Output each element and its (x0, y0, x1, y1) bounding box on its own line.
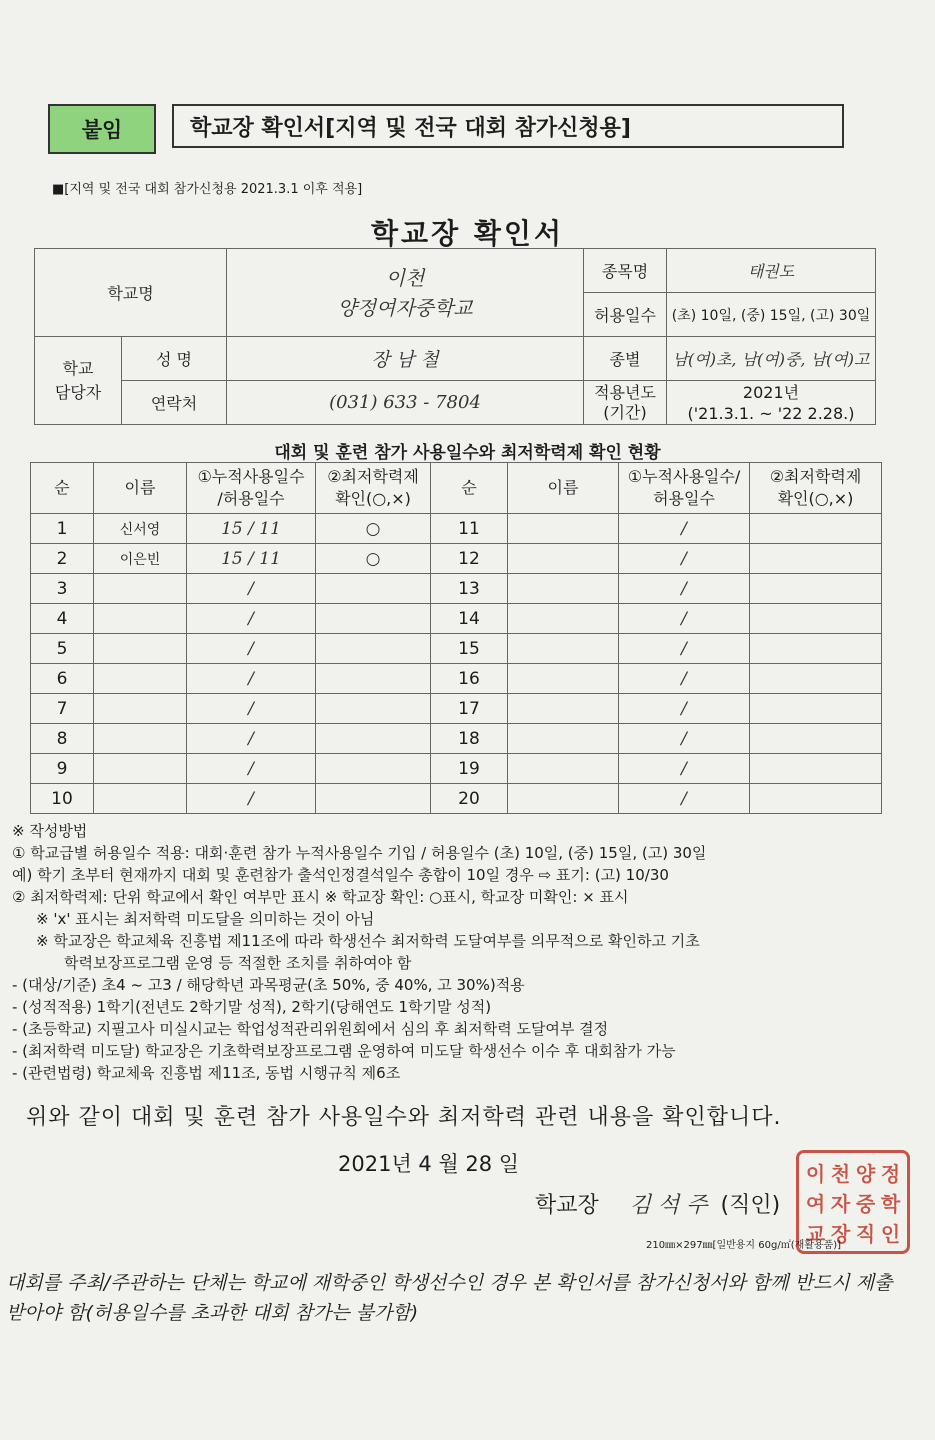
row-name-right (508, 784, 619, 814)
row-days: / (187, 784, 316, 814)
row-days-right: / (619, 574, 750, 604)
row-check (316, 634, 431, 664)
usage-table (30, 462, 882, 814)
seal-char: 인 (880, 1221, 901, 1246)
col-days-line1: ①누적사용일수 (197, 467, 305, 486)
seal-char: 천 (830, 1161, 851, 1186)
row-check-right (750, 664, 882, 694)
table-row (31, 514, 882, 544)
table-row (31, 754, 882, 784)
row-no-right: 11 (431, 514, 508, 544)
seal-char: 양 (855, 1161, 876, 1186)
row-no-right: 17 (431, 694, 508, 724)
row-check (316, 604, 431, 634)
type-label: 종별 (584, 337, 667, 381)
row-check (316, 784, 431, 814)
row-days-right: / (619, 664, 750, 694)
col-days (187, 463, 316, 514)
col-check-right-line2: 확인(○,×) (777, 489, 854, 508)
row-name-right (508, 634, 619, 664)
guide-line: ※ 학교장은 학교체육 진흥법 제11조에 따라 학생선수 최저학력 도달여부를 의무적으로 확인하고 기초 (36, 932, 700, 950)
year-value-line2: ('21.3.1. ~ '22 2.28.) (687, 403, 855, 423)
row-check (316, 694, 431, 724)
contact-label: 연락처 (122, 381, 227, 425)
seal-char: 장 (830, 1221, 851, 1246)
table-body (31, 514, 882, 814)
table-header-row (31, 463, 882, 514)
row-name-right (508, 514, 619, 544)
row-name (94, 724, 187, 754)
guide-line: 예) 학기 초부터 현재까지 대회 및 훈련참가 출석인정결석일수 총합이 10일 경우 ⇨ 표기: (고) 10/30 (12, 866, 669, 884)
row-check-right (750, 784, 882, 814)
row-no: 5 (31, 634, 94, 664)
row-check (316, 724, 431, 754)
table-row (31, 574, 882, 604)
year-label-line1: 적용년도 (594, 382, 656, 402)
row-no-right: 15 (431, 634, 508, 664)
paper-spec: 210㎜×297㎜[일반용지 60g/㎡(재활용품)] (646, 1240, 842, 1251)
seal-mark: (직인) (720, 1193, 781, 1218)
seal-char: 교 (805, 1221, 826, 1246)
school-name (227, 249, 584, 337)
page-title: 학교장 확인서 (370, 217, 565, 250)
guide-line: - (관련법령) 학교체육 진흥법 제11조, 동법 시행규칙 제6조 (12, 1064, 401, 1082)
seal-char: 여 (805, 1191, 826, 1216)
table-row (31, 694, 882, 724)
col-days-right-line2: 허용일수 (653, 489, 715, 508)
name-label: 성 명 (122, 337, 227, 381)
row-days: 15 / 11 (187, 544, 316, 574)
row-name (94, 604, 187, 634)
row-days-right: / (619, 544, 750, 574)
col-check-right-line1: ②최저학력제 (769, 467, 862, 486)
row-name-right (508, 694, 619, 724)
principal-signature (535, 1188, 780, 1219)
event-label: 종목명 (584, 249, 667, 293)
col-days-right-line1: ①누적사용일수/ (627, 467, 741, 486)
row-no: 7 (31, 694, 94, 724)
row-name-right (508, 604, 619, 634)
school-label: 학교명 (35, 249, 227, 337)
row-name-right (508, 574, 619, 604)
row-name (94, 784, 187, 814)
document-title-box: 학교장 확인서[지역 및 전국 대회 참가신청용] (172, 104, 844, 148)
contact-value: (031) 633 - 7804 (227, 381, 584, 425)
col-check-line1: ②최저학력제 (327, 467, 419, 486)
info-table (34, 248, 876, 425)
guide-line: - (최저학력 미도달) 학교장은 기초학력보장프로그램 운영하여 미도달 학생선수 이수 후 대회참가 가능 (12, 1042, 676, 1060)
guide-line: ① 학교급별 허용일수 적용: 대회·훈련 참가 누적사용일수 기입 / 허용일수 (초) 10일, (중) 15일, (고) 30일 (12, 844, 707, 862)
row-check-right (750, 694, 882, 724)
row-days: / (187, 724, 316, 754)
row-no: 1 (31, 514, 94, 544)
row-no: 3 (31, 574, 94, 604)
table-row (31, 724, 882, 754)
seal-char: 직 (855, 1221, 876, 1246)
row-days: 15 / 11 (187, 514, 316, 544)
row-no-right: 12 (431, 544, 508, 574)
row-name-right (508, 544, 619, 574)
row-days: / (187, 634, 316, 664)
row-no: 9 (31, 754, 94, 784)
col-check-right (750, 463, 882, 514)
col-name: 이름 (94, 463, 187, 514)
row-no-right: 18 (431, 724, 508, 754)
allow-label: 허용일수 (584, 293, 667, 337)
table-row (31, 784, 882, 814)
guide-line: - (대상/기준) 초4 ~ 고3 / 해당학년 과목평균(초 50%, 중 40%, 고 30%)적용 (12, 976, 525, 994)
row-days: / (187, 574, 316, 604)
row-days-right: / (619, 634, 750, 664)
col-no-right: 순 (431, 463, 508, 514)
col-days-right (619, 463, 750, 514)
row-no-right: 16 (431, 664, 508, 694)
row-check (316, 754, 431, 784)
signature-date: 2021년 4 월 28 일 (338, 1152, 520, 1176)
row-check (316, 664, 431, 694)
guide-line: - (초등학교) 지필고사 미실시교는 학업성적관리위원회에서 심의 후 최저학력 도달여부 결정 (12, 1020, 609, 1038)
name-value: 장 남 철 (227, 337, 584, 381)
row-name (94, 694, 187, 724)
event-value: 태권도 (667, 249, 876, 293)
manager-label (35, 337, 122, 425)
row-name: 신서영 (94, 514, 187, 544)
submission-notice: 대회를 주최/주관하는 단체는 학교에 재학중인 학생선수인 경우 본 확인서를 참가신청서와 함께 반드시 제출받아야 함(허용일수를 초과한 대회 참가는 불가함) (6, 1272, 893, 1324)
manager-label-line2: 담당자 (54, 382, 102, 402)
attachment-label: 붙임 (48, 104, 156, 154)
guide-line: ※ 작성방법 (12, 822, 88, 840)
row-check-right (750, 574, 882, 604)
row-check: ○ (316, 544, 431, 574)
seal-char: 학 (880, 1191, 901, 1216)
row-name (94, 754, 187, 784)
row-days-right: / (619, 784, 750, 814)
year-label-line2: (기간) (603, 402, 647, 422)
school-name-line2: 양정여자중학교 (337, 295, 473, 320)
row-days: / (187, 694, 316, 724)
col-no: 순 (31, 463, 94, 514)
row-no: 2 (31, 544, 94, 574)
row-days: / (187, 664, 316, 694)
row-name (94, 574, 187, 604)
row-check-right (750, 514, 882, 544)
row-name (94, 664, 187, 694)
manager-label-line1: 학교 (62, 358, 94, 378)
col-check (316, 463, 431, 514)
row-name-right (508, 724, 619, 754)
row-days-right: / (619, 604, 750, 634)
allow-value: (초) 10일, (중) 15일, (고) 30일 (667, 293, 876, 337)
principal-name: 김 석 주 (629, 1193, 708, 1218)
school-name-line1: 이천 (385, 265, 425, 290)
seal-char: 이 (805, 1161, 826, 1186)
row-no: 10 (31, 784, 94, 814)
row-no-right: 14 (431, 604, 508, 634)
row-no: 8 (31, 724, 94, 754)
row-check-right (750, 754, 882, 784)
year-label (584, 381, 667, 425)
confirm-statement: 위와 같이 대회 및 훈련 참가 사용일수와 최저학력 관련 내용을 확인합니다. (26, 1105, 782, 1130)
row-no: 4 (31, 604, 94, 634)
guide-line: - (성적적용) 1학기(전년도 2학기말 성적), 2학기(당해연도 1학기말 성적) (12, 998, 492, 1016)
row-check-right (750, 544, 882, 574)
row-check-right (750, 634, 882, 664)
row-name-right (508, 664, 619, 694)
row-name-right (508, 754, 619, 784)
row-name: 이은빈 (94, 544, 187, 574)
row-days-right: / (619, 694, 750, 724)
table-title: 대회 및 훈련 참가 사용일수와 최저학력제 확인 현황 (274, 443, 661, 463)
row-no-right: 13 (431, 574, 508, 604)
row-days-right: / (619, 724, 750, 754)
row-days: / (187, 754, 316, 784)
table-row (31, 634, 882, 664)
seal-char: 자 (830, 1191, 851, 1216)
row-no: 6 (31, 664, 94, 694)
col-name-right: 이름 (508, 463, 619, 514)
seal-char: 정 (880, 1161, 901, 1186)
guide-line: ② 최저학력제: 단위 학교에서 확인 여부만 표시 ※ 학교장 확인: ○표시, 학교장 미확인: × 표시 (12, 888, 629, 906)
guide-line: 학력보장프로그램 운영 등 적절한 조치를 취하여야 함 (64, 954, 412, 972)
col-days-line2: /허용일수 (217, 489, 285, 508)
row-check-right (750, 724, 882, 754)
table-row (31, 544, 882, 574)
seal-char: 중 (855, 1191, 876, 1216)
col-check-line2: 확인(○,×) (335, 489, 411, 508)
row-days: / (187, 604, 316, 634)
table-row (31, 604, 882, 634)
guide-line: ※ 'x' 표시는 최저학력 미도달을 의미하는 것이 아님 (36, 910, 375, 928)
applicability-note: ■[지역 및 전국 대회 참가신청용 2021.3.1 이후 적용] (52, 182, 363, 197)
row-check (316, 574, 431, 604)
row-check: ○ (316, 514, 431, 544)
table-row (31, 664, 882, 694)
year-value-line1: 2021년 (742, 382, 800, 402)
row-no-right: 19 (431, 754, 508, 784)
writing-guide (12, 820, 892, 1084)
row-check-right (750, 604, 882, 634)
principal-label: 학교장 (535, 1193, 599, 1218)
type-value: 남(여)초, 남(여)중, 남(여)고 (667, 337, 876, 381)
row-no-right: 20 (431, 784, 508, 814)
row-name (94, 634, 187, 664)
row-days-right: / (619, 514, 750, 544)
year-value (667, 381, 876, 425)
row-days-right: / (619, 754, 750, 784)
